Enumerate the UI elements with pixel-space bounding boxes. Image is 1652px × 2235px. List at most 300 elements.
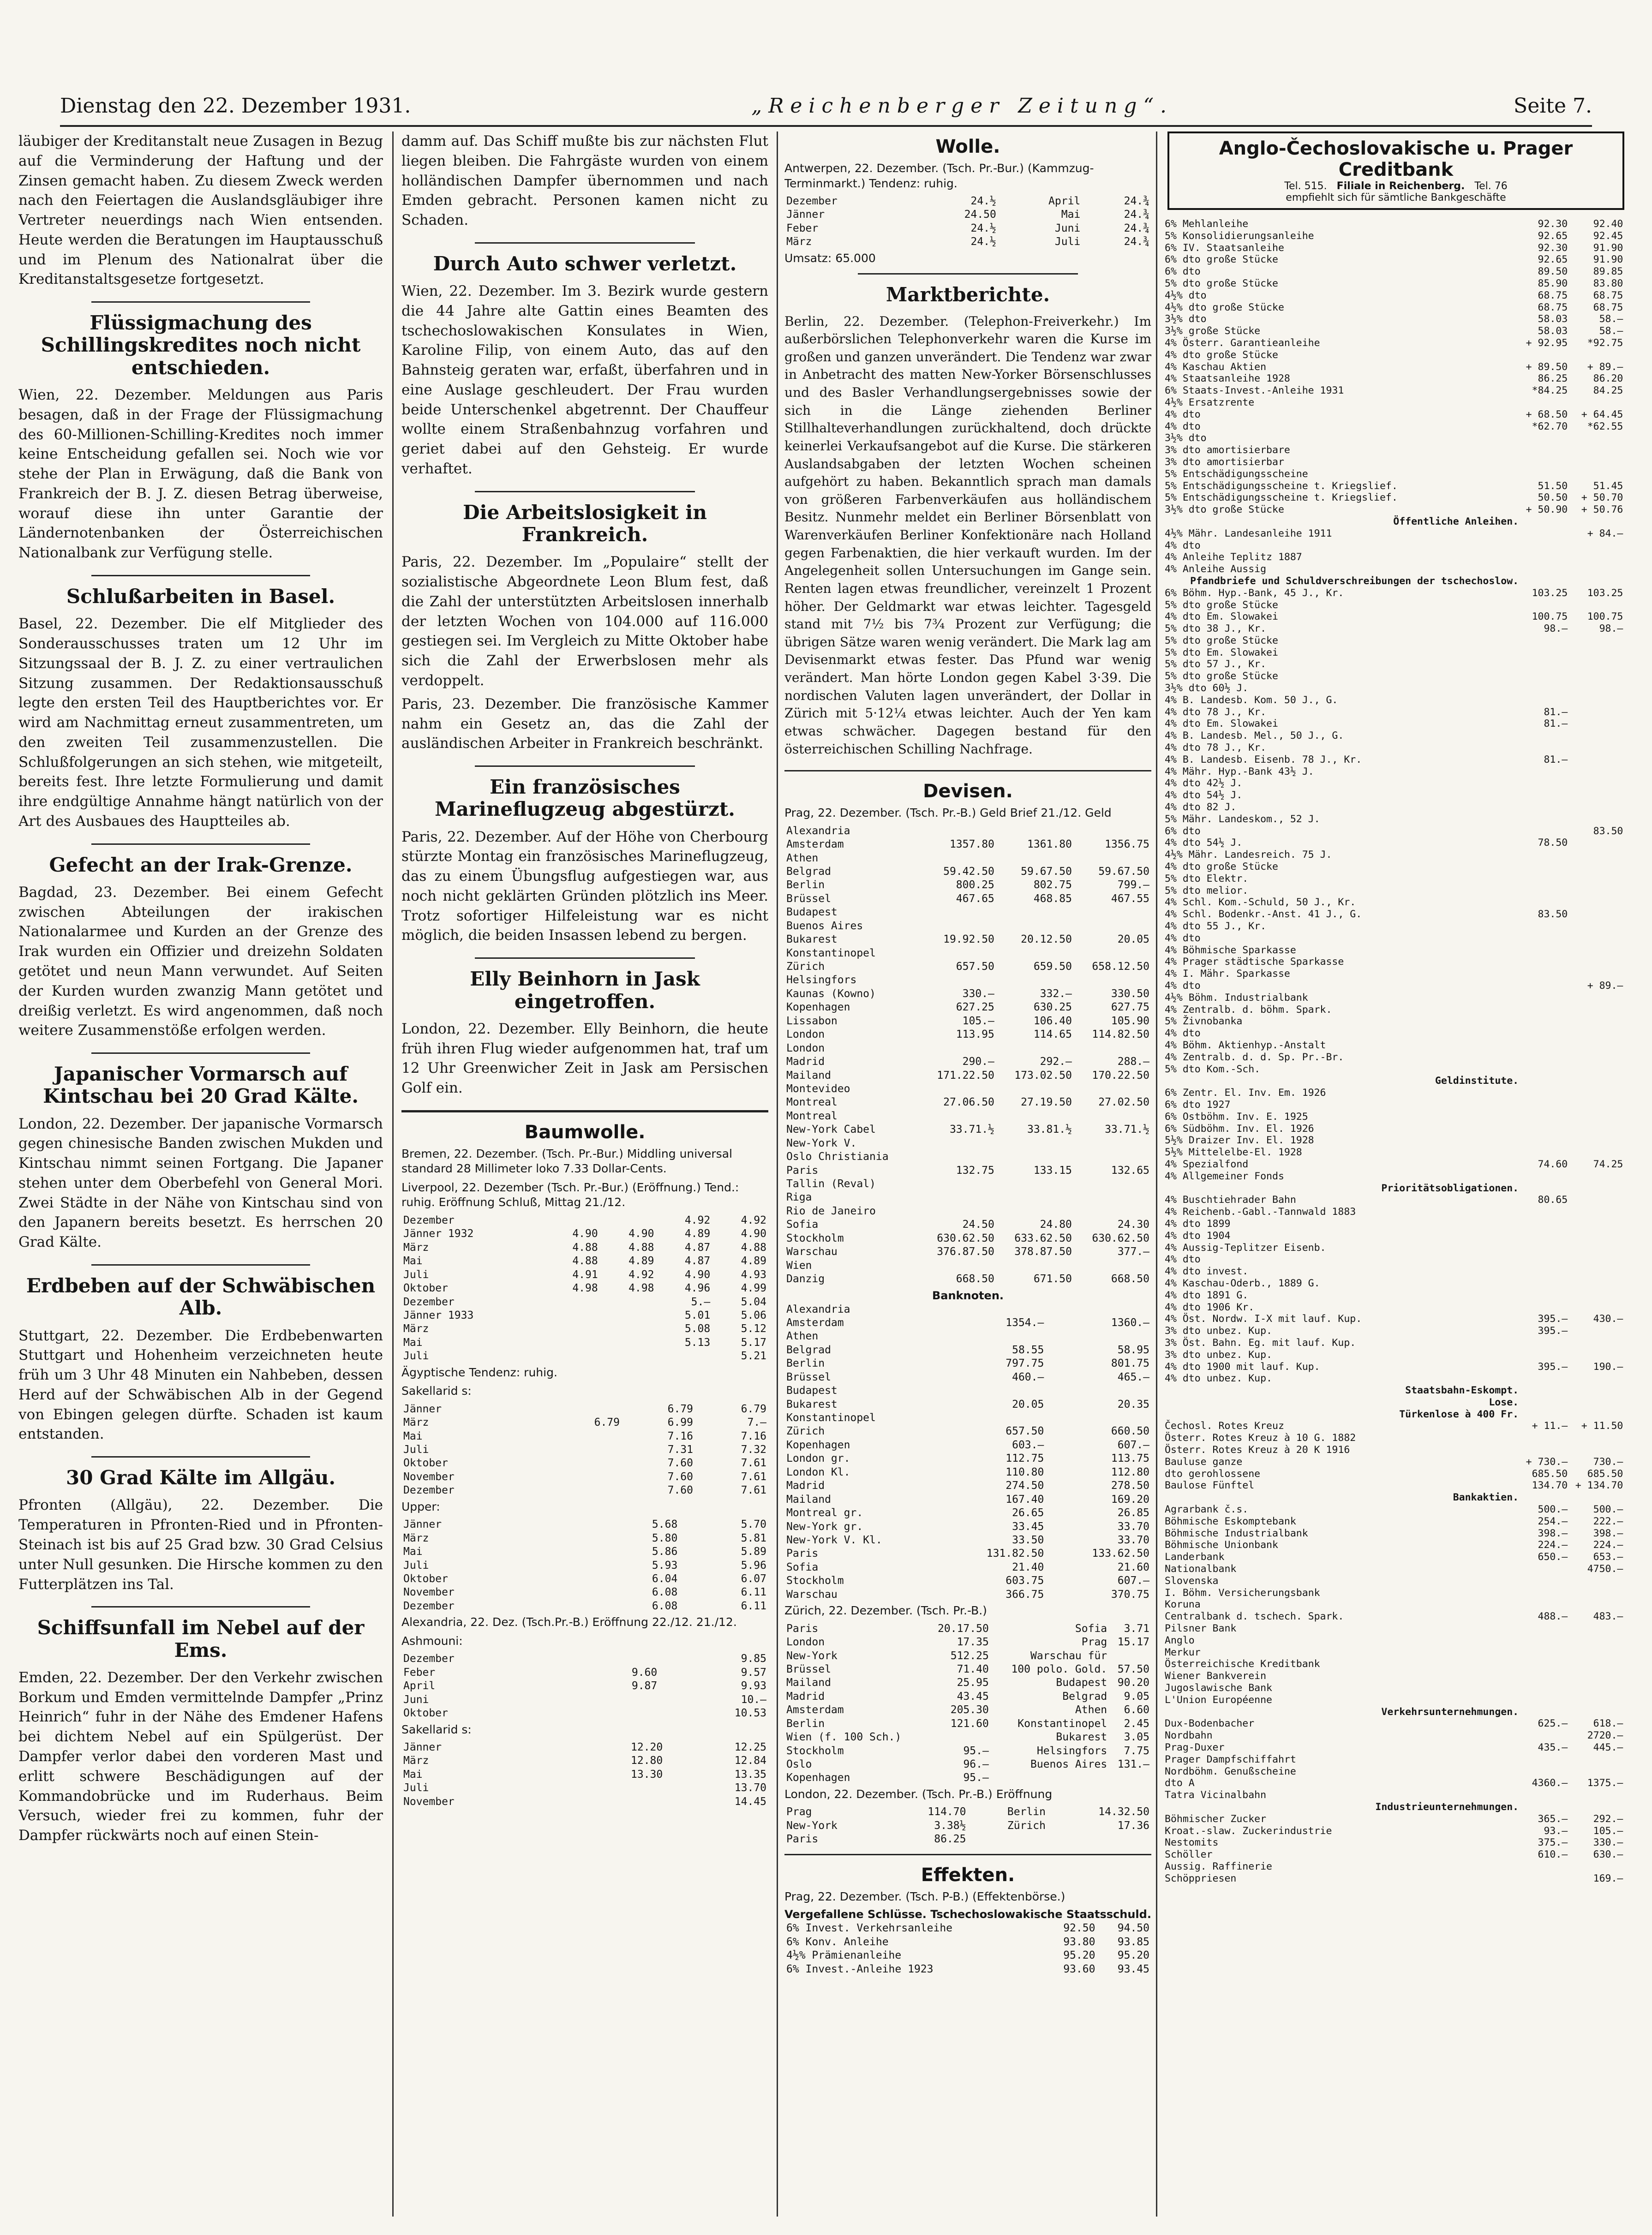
table-row xyxy=(784,1123,1151,1136)
row-label: Mai xyxy=(403,1255,423,1267)
row-value: Konstantinopel xyxy=(1018,1717,1107,1730)
table-row xyxy=(1163,254,1629,266)
row-label: März xyxy=(403,1532,429,1544)
row-value: 5.86 xyxy=(652,1546,678,1558)
row-label: 5% Entschädigungsscheine xyxy=(1165,468,1308,480)
table-row xyxy=(784,1963,1151,1976)
row-value xyxy=(548,1403,622,1416)
table-row xyxy=(1163,1647,1629,1659)
table-row xyxy=(1163,1492,1629,1504)
row-value xyxy=(1569,813,1625,825)
row-label: Oktober xyxy=(403,1457,448,1470)
table-row xyxy=(784,1731,1151,1744)
row-value xyxy=(1520,742,1569,754)
row-value xyxy=(1569,1230,1625,1242)
row-value: 103.25 xyxy=(1532,587,1568,599)
row-value xyxy=(1520,456,1569,468)
row-label: 4% Schl. Kom.-Schuld, 50 J., Kr. xyxy=(1165,896,1356,908)
table-row xyxy=(1163,373,1629,385)
row-value: 6.04 xyxy=(652,1573,678,1585)
row-value xyxy=(1520,1873,1569,1885)
table-row xyxy=(1163,480,1629,492)
table-row xyxy=(784,1150,1151,1164)
row-label: Bauluse ganze xyxy=(1165,1456,1243,1468)
row-label: 4½% dto xyxy=(1165,289,1207,301)
row-value: 132.65 xyxy=(1111,1164,1149,1177)
header-date: Dienstag den 22. Dezember 1931. xyxy=(60,94,411,118)
row-label: Tallin (Reval) xyxy=(786,1178,876,1190)
row-label: Nestomits xyxy=(1165,1837,1219,1849)
row-label: 4% dto 78 J., Kr. xyxy=(1165,706,1267,718)
article-body: läubiger der Kreditanstalt neue Zusagen in Bezug auf die Verminderung der Haftung und der Zinsen gemacht haben. Zu diesem Zweck werden nach den Feiertagen die Auslandsgläubiger ihre Vertreter neuerdings nach Wien entsenden. Heute werden die Beratungen im Hauptausschuß und im Plenum des Nationalrat über die Kreditanstaltsgesetze fortgesetzt. xyxy=(18,133,383,288)
row-label: 4% dto xyxy=(1165,980,1201,992)
table-row xyxy=(784,987,1151,1001)
table-row xyxy=(1163,468,1629,480)
row-value xyxy=(919,1205,996,1218)
article xyxy=(401,253,768,479)
row-value xyxy=(1569,1587,1625,1599)
row-value: 17.36 xyxy=(1117,1819,1149,1832)
table-row xyxy=(1163,551,1629,563)
row-label: 4½% Mähr. Landesreich. 75 J. xyxy=(1165,849,1332,861)
row-value: 5.01 xyxy=(684,1309,711,1321)
table-row xyxy=(784,892,1151,906)
row-value xyxy=(919,1042,996,1055)
table-row xyxy=(784,1205,1151,1218)
row-value: 105.90 xyxy=(1111,1015,1149,1027)
row-label: 4% Anleihe Teplitz 1887 xyxy=(1165,551,1302,563)
row-value: 20.12.50 xyxy=(1021,933,1072,946)
row-value xyxy=(1569,1492,1625,1504)
row-value: Athen xyxy=(1075,1704,1107,1716)
row-value xyxy=(919,947,996,960)
table-row xyxy=(401,1559,768,1572)
row-value xyxy=(1520,789,1569,801)
row-label: Dux-Bodenbacher xyxy=(1165,1718,1255,1730)
table-row xyxy=(1163,1040,1629,1052)
row-value: 14.45 xyxy=(734,1795,766,1808)
table-row xyxy=(1163,1432,1629,1444)
row-value: 20.05 xyxy=(1012,1398,1044,1410)
row-label: New-York Cabel xyxy=(786,1123,876,1136)
row-value xyxy=(1520,1766,1569,1778)
row-value: 398.— xyxy=(1593,1527,1623,1539)
row-label: Madrid xyxy=(786,1056,825,1068)
row-value: 27.19.50 xyxy=(1021,1096,1072,1109)
row-value: 13.35 xyxy=(734,1768,766,1781)
row-label: Warschau xyxy=(786,1588,838,1601)
separator xyxy=(91,301,310,303)
article xyxy=(18,1617,383,1845)
table-row xyxy=(401,1241,768,1255)
row-value: 460.— xyxy=(1012,1371,1044,1383)
table-row xyxy=(784,195,1151,208)
row-value: 81.— xyxy=(1544,706,1568,718)
row-label: November xyxy=(403,1795,455,1808)
row-value: 131.— xyxy=(1117,1758,1149,1771)
row-value xyxy=(1569,468,1625,480)
row-value: 3.71 xyxy=(1124,1622,1149,1635)
row-value xyxy=(1520,956,1569,968)
row-label: 4% Anleihe Aussig xyxy=(1165,563,1267,575)
article-headline: Japanischer Vormarsch auf Kintschau bei 20 Grad Kälte. xyxy=(43,1063,359,1108)
table-row xyxy=(784,1303,1151,1316)
row-value xyxy=(1520,1432,1569,1444)
row-label: Tatra Vicinalbahn xyxy=(1165,1789,1267,1801)
row-value xyxy=(1520,1754,1569,1766)
row-value: 92.65 xyxy=(1538,230,1568,242)
table-row xyxy=(1163,706,1629,718)
row-value: 465.— xyxy=(1117,1371,1149,1383)
row-value xyxy=(1074,1191,1151,1204)
row-label: 6% dto 1927 xyxy=(1165,1099,1231,1111)
table-row xyxy=(1163,1409,1629,1421)
row-label: Brüssel xyxy=(786,1663,831,1675)
row-label: Prioritätsobligationen. xyxy=(1381,1182,1519,1194)
row-value xyxy=(1569,1766,1625,1778)
row-value xyxy=(1046,1425,1052,1438)
row-label: Alexandria xyxy=(786,825,850,837)
row-label: 4½% Mähr. Landesanleihe 1911 xyxy=(1165,527,1332,539)
row-value: 86.20 xyxy=(1593,373,1623,385)
row-value xyxy=(544,1322,600,1336)
row-value: 27.06.50 xyxy=(943,1096,994,1109)
row-value: 6.60 xyxy=(1124,1704,1149,1716)
row-value xyxy=(1569,432,1625,444)
row-label: 4% Reichenb.-Gabl.-Tannwald 1883 xyxy=(1165,1206,1356,1218)
column-4 xyxy=(1163,131,1629,2217)
row-label: Stockholm xyxy=(786,1745,844,1757)
table-row xyxy=(1163,1635,1629,1647)
row-value: 6.79 xyxy=(594,1416,620,1429)
table-row xyxy=(784,865,1151,878)
row-value: 84.25 xyxy=(1593,385,1623,397)
table-row xyxy=(401,1268,768,1282)
table-row xyxy=(1163,944,1629,956)
table-row xyxy=(1163,1587,1629,1599)
row-value xyxy=(1520,599,1569,611)
row-value xyxy=(1569,766,1625,778)
row-value xyxy=(1074,1177,1151,1191)
header-newspaper-title: „Reichenberger Zeitung“. xyxy=(751,94,1173,118)
row-value xyxy=(1520,1397,1569,1409)
row-value: 92.40 xyxy=(1593,218,1623,230)
row-label: Pfandbriefe und Schuldverschreibungen der tschechoslow. xyxy=(1190,575,1519,587)
row-label: März xyxy=(403,1755,429,1767)
table-row xyxy=(1163,1623,1629,1635)
row-value: 114.82.50 xyxy=(1092,1028,1149,1041)
row-label: Oktober xyxy=(403,1707,448,1720)
row-value xyxy=(1520,968,1569,980)
row-value: 224.— xyxy=(1538,1539,1568,1551)
table-row xyxy=(784,235,1151,249)
row-value xyxy=(569,1707,659,1720)
row-value xyxy=(1569,397,1625,409)
table-row xyxy=(1163,1075,1629,1087)
row-value xyxy=(996,1082,1074,1096)
article-body: Pfronten (Allgäu), 22. Dezember. Die Temperaturen in Pfronten-Ried und in Pfronten-Steinach ist bis auf 25 Grad bzw. 30 Grad Celsius unter Null gesunken. Die Hirsche kommen zu den Futterplätzen ins Tal. xyxy=(18,1497,383,1593)
row-value: 33.45 xyxy=(1012,1520,1044,1533)
table-row xyxy=(1163,1218,1629,1230)
row-label: 6% Südböhm. Inv. El. 1926 xyxy=(1165,1123,1314,1135)
table-row xyxy=(784,933,1151,946)
separator xyxy=(91,1264,310,1266)
row-value: 24.¾ xyxy=(1124,195,1149,207)
table-row xyxy=(784,222,1151,235)
row-value xyxy=(1520,1230,1569,1242)
row-value: 630.— xyxy=(1593,1849,1623,1861)
table-row xyxy=(1163,825,1629,837)
row-label: März xyxy=(786,236,812,248)
table-row xyxy=(1163,1861,1629,1873)
row-label: 5% Entschädigungsscheine t. Kriegslief. xyxy=(1165,480,1398,492)
row-value xyxy=(1569,1206,1625,1218)
row-value xyxy=(1569,1325,1625,1337)
row-value: 800.25 xyxy=(956,879,994,891)
row-label: Montevideo xyxy=(786,1082,850,1095)
table-row xyxy=(401,1795,768,1809)
row-label: London gr. xyxy=(786,1452,850,1465)
row-label: 5% Entschädigungsscheine t. Kriegslief. xyxy=(1165,492,1398,504)
row-label: 4% dto 1900 mit lauf. Kup. xyxy=(1165,1361,1320,1373)
page-header xyxy=(60,81,1592,127)
row-value xyxy=(996,1150,1074,1164)
table-row xyxy=(784,1506,1151,1520)
row-value: 1354.— xyxy=(1006,1316,1044,1329)
row-value xyxy=(996,920,1074,933)
row-label: Juli xyxy=(403,1268,429,1281)
row-value xyxy=(1569,777,1625,789)
article-body: Basel, 22. Dezember. Die elf Mitglieder des Sonderausschusses traten um 12 Uhr im Sitzungssaal der B. J. Z. zu einer vertraulichen Sitzung zusammen. Der Redaktionsausschuß legte den ersten Teil des Hauptberichtes vor. Er wird am Nachmittag erneut zusammentreten, um den zweiten Teil zusammenzustellen. Die Schlußfolgerungen an sich stehen, wie mitgeteilt, bereits fest. Ihre letzte Formulierung und damit ihre endgültige Annahme hängt natürlich von der Art des Ausbaues des Hauptteiles ab. xyxy=(18,616,383,830)
table-row xyxy=(1163,718,1629,730)
row-value: 3.38½ xyxy=(934,1819,966,1832)
row-value: 33.81.½ xyxy=(1027,1123,1072,1136)
row-label: 5% dto große Stücke xyxy=(1165,670,1278,682)
row-label: März xyxy=(403,1241,429,1254)
row-value: 24.50 xyxy=(964,209,996,221)
row-value: 33.70 xyxy=(1117,1520,1149,1533)
article-headline: 30 Grad Kälte im Allgäu. xyxy=(66,1466,335,1489)
row-label: Kopenhagen xyxy=(786,1772,850,1784)
table-row xyxy=(1163,1789,1629,1801)
row-value: 445.— xyxy=(1593,1742,1623,1753)
row-value xyxy=(568,1586,579,1599)
row-value: 395.— xyxy=(1538,1325,1568,1337)
table-row xyxy=(784,1069,1151,1082)
row-label: 4% Staatsanleihe 1928 xyxy=(1165,373,1290,385)
row-value xyxy=(996,1110,1074,1123)
row-value: 5.06 xyxy=(741,1309,766,1321)
row-label: 3% dto amortisierbare xyxy=(1165,444,1290,456)
row-label: Bukarest xyxy=(786,933,838,946)
row-label: 4½% dto große Stücke xyxy=(1165,301,1284,313)
row-value xyxy=(568,1572,579,1586)
row-label: Dezember xyxy=(403,1653,455,1665)
row-value: 4.90 xyxy=(684,1268,711,1281)
row-value: + 64.45 xyxy=(1581,408,1623,420)
table-row xyxy=(1163,290,1629,302)
table-row xyxy=(1163,540,1629,552)
table-row xyxy=(1163,1028,1629,1040)
table-row xyxy=(1163,1194,1629,1206)
row-value xyxy=(568,1545,579,1559)
table-row xyxy=(1163,682,1629,694)
row-value xyxy=(1520,1266,1569,1278)
row-label: 5% Živnobanka xyxy=(1165,1016,1243,1028)
row-value xyxy=(1569,968,1625,980)
row-label: Schöller xyxy=(1165,1849,1213,1861)
row-value xyxy=(1520,849,1569,861)
row-value xyxy=(1569,1016,1625,1028)
row-value: 4.99 xyxy=(741,1282,766,1295)
row-label: 4% dto große Stücke xyxy=(1165,861,1278,873)
row-value xyxy=(919,825,996,838)
row-value: 659.50 xyxy=(1033,961,1072,973)
article-headline: Elly Beinhorn in Jask eingetroffen. xyxy=(470,968,700,1013)
table-row xyxy=(784,1316,1151,1330)
row-value xyxy=(539,1457,548,1470)
row-value: 205.30 xyxy=(950,1704,989,1716)
table-row xyxy=(1163,1171,1629,1183)
row-label: Koruna xyxy=(1165,1599,1201,1611)
table-row xyxy=(784,1534,1151,1547)
row-label: Kopenhagen xyxy=(786,1439,850,1451)
table-row xyxy=(1163,1611,1629,1623)
row-value: 20.17.50 xyxy=(938,1622,989,1635)
row-value: Belgrad xyxy=(1062,1690,1107,1703)
sakel-header: Sakellarid s: xyxy=(401,1384,472,1398)
row-label: Juli xyxy=(403,1559,429,1572)
row-value xyxy=(1520,944,1569,956)
row-label: 3½% große Stücke xyxy=(1165,325,1261,337)
row-value: 254.— xyxy=(1538,1515,1568,1527)
row-value: 802.75 xyxy=(1033,879,1072,891)
row-value xyxy=(1520,432,1569,444)
row-value xyxy=(1520,1658,1569,1670)
row-value xyxy=(919,906,996,919)
row-label: Verkehrsunternehmungen. xyxy=(1381,1706,1519,1718)
row-value xyxy=(1569,349,1625,361)
table-row xyxy=(784,1622,1151,1636)
row-label: 4% dto 54½ J. xyxy=(1165,837,1243,849)
row-label: Belgrad xyxy=(786,865,831,878)
table-row xyxy=(1163,1349,1629,1361)
row-value xyxy=(946,1330,1046,1343)
row-value xyxy=(1569,1004,1625,1016)
row-value: 114.65 xyxy=(1033,1028,1072,1041)
sakel2-header: Sakellarid s: xyxy=(401,1722,472,1736)
egypt-header: Ägyptische Tendenz: ruhig. xyxy=(401,1365,557,1379)
table-row xyxy=(1163,849,1629,861)
row-label: Zürich xyxy=(786,1425,825,1438)
row-value: 6.79 xyxy=(741,1403,766,1415)
row-label: 4% Zentralb. d. böhm. Spark. xyxy=(1165,1004,1332,1016)
row-value xyxy=(1074,906,1151,919)
row-value xyxy=(1520,861,1569,873)
row-label: 5% dto Kom.-Sch. xyxy=(1165,1063,1261,1075)
effekten-subheader: Vergefallene Schlüsse. Tschechoslowakische Staatsschuld. xyxy=(784,1908,1151,1921)
row-value: 9.93 xyxy=(741,1680,766,1692)
row-value: 91.90 xyxy=(1593,242,1623,254)
table-row xyxy=(1163,754,1629,766)
table-row xyxy=(1163,1064,1629,1076)
table-row xyxy=(1163,873,1629,885)
row-value: 1357.80 xyxy=(949,838,994,851)
table-row xyxy=(1163,920,1629,932)
table-row xyxy=(1163,575,1629,587)
row-label: 6% Invest.-Anleihe 1923 xyxy=(786,1963,934,1975)
row-value: 488.— xyxy=(1538,1611,1568,1623)
table-row xyxy=(401,1545,768,1559)
row-value: 658.12.50 xyxy=(1092,961,1149,973)
row-value: 100 polo. Gold. xyxy=(1011,1663,1107,1675)
row-value xyxy=(1520,1492,1569,1504)
row-value: 33.50 xyxy=(1012,1534,1044,1546)
row-label: Feber xyxy=(403,1666,436,1679)
row-value xyxy=(579,1545,590,1559)
row-value: 20.35 xyxy=(1117,1398,1149,1410)
row-label: Feber xyxy=(786,222,819,234)
row-value: 24.50 xyxy=(962,1219,994,1231)
separator xyxy=(91,575,310,576)
row-label: 3% dto unbez. Kup. xyxy=(1165,1349,1272,1361)
row-value xyxy=(1052,1411,1151,1425)
row-value: 332.— xyxy=(1040,987,1072,1000)
row-value: 24.¾ xyxy=(1124,209,1149,221)
row-value xyxy=(1569,575,1625,587)
row-value xyxy=(919,1259,996,1273)
row-value: 5.89 xyxy=(741,1546,766,1558)
table-row xyxy=(401,1457,768,1470)
row-label: Böhmische Unionbank xyxy=(1165,1539,1278,1551)
row-value xyxy=(544,1350,600,1363)
row-label: Agrarbank č.s. xyxy=(1165,1504,1249,1516)
row-label: 6% Böhm. Hyp.-Bank, 45 J., Kr. xyxy=(1165,587,1344,599)
row-value: 92.30 xyxy=(1538,218,1568,230)
row-value: 173.02.50 xyxy=(1014,1069,1072,1082)
row-value: 58.— xyxy=(1599,313,1623,325)
row-value xyxy=(1046,1357,1052,1370)
row-value: + 730.— xyxy=(1526,1456,1568,1468)
row-value: 288.— xyxy=(1117,1056,1149,1068)
row-value: 24.½ xyxy=(970,236,996,248)
table-row xyxy=(1163,1528,1629,1540)
bank-note: empfiehlt sich für sämtliche Bankgeschäfte xyxy=(1286,192,1506,203)
table-row xyxy=(784,1028,1151,1041)
row-value: 24.80 xyxy=(1040,1219,1072,1231)
table-row xyxy=(1163,1766,1629,1778)
table-row xyxy=(1163,1052,1629,1064)
row-value: 133.15 xyxy=(1033,1164,1072,1177)
article xyxy=(18,586,383,831)
table-row xyxy=(1163,837,1629,849)
row-value xyxy=(579,1518,590,1531)
row-label: Stockholm xyxy=(786,1232,844,1244)
row-value xyxy=(1520,1099,1569,1111)
row-value: 74.60 xyxy=(1538,1158,1568,1170)
row-value: 83.50 xyxy=(1538,908,1568,920)
table-row xyxy=(1163,1183,1629,1195)
row-label: 5% dto große Stücke xyxy=(1165,277,1278,289)
row-value: 110.80 xyxy=(1006,1466,1044,1478)
separator xyxy=(858,273,1078,275)
row-label: Helsingfors xyxy=(786,974,857,986)
row-label: Paris xyxy=(786,1164,819,1177)
row-value xyxy=(1569,1635,1625,1647)
row-value: 10.— xyxy=(741,1693,766,1706)
row-value xyxy=(1569,1099,1625,1111)
separator xyxy=(784,770,1151,771)
